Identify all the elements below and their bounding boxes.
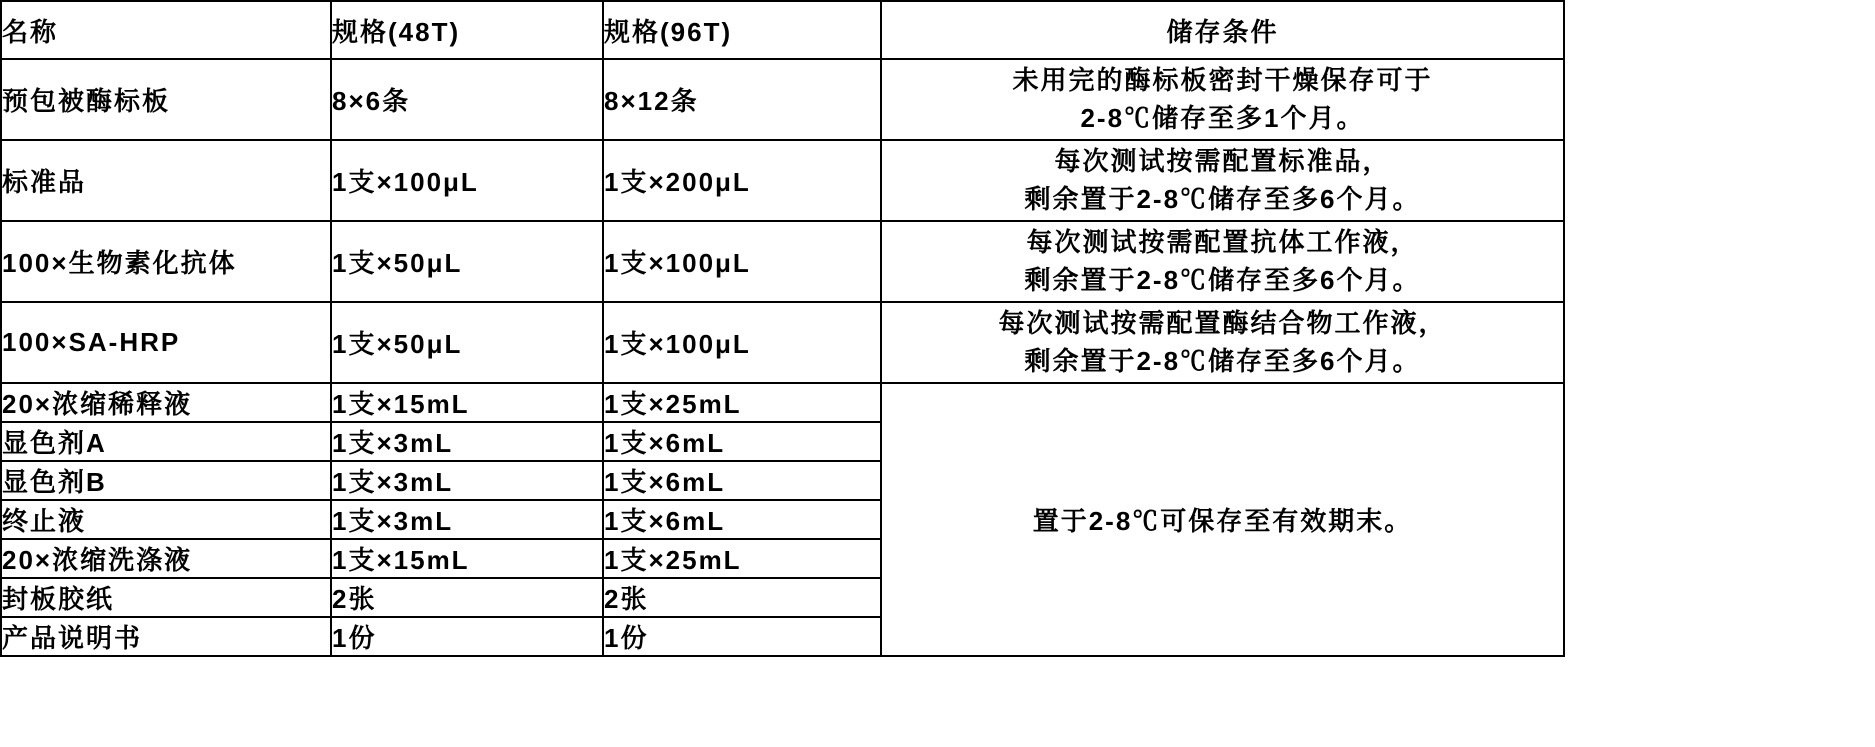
cell-spec-96t: 1支×25mL <box>603 539 881 578</box>
cell-spec-96t: 8×12条 <box>603 59 881 140</box>
storage-line: 2-8℃储存至多1个月。 <box>1080 102 1365 133</box>
cell-spec-96t: 1支×6mL <box>603 500 881 539</box>
cell-spec-48t: 1支×3mL <box>331 461 603 500</box>
header-spec-48t: 规格(48T) <box>331 1 603 59</box>
cell-name: 产品说明书 <box>1 617 331 656</box>
cell-name: 显色剂A <box>1 422 331 461</box>
cell-spec-96t: 1份 <box>603 617 881 656</box>
storage-line: 每次测试按需配置抗体工作液， <box>1026 226 1419 257</box>
table-row <box>1 383 1564 422</box>
cell-name: 封板胶纸 <box>1 578 331 617</box>
storage-line: 剩余置于2-8℃储存至多6个月。 <box>1024 264 1421 295</box>
cell-name: 标准品 <box>1 140 331 221</box>
table-header-row <box>1 1 1564 59</box>
cell-spec-48t: 1支×15mL <box>331 383 603 422</box>
cell-storage <box>881 302 1564 383</box>
cell-storage <box>881 221 1564 302</box>
header-name: 名称 <box>1 1 331 59</box>
cell-spec-96t: 1支×25mL <box>603 383 881 422</box>
storage-line: 每次测试按需配置标准品， <box>1054 145 1391 176</box>
cell-storage <box>881 140 1564 221</box>
table-row <box>1 140 1564 221</box>
storage-line: 未用完的酶标板密封干燥保存可于 <box>1012 64 1433 95</box>
table-row <box>1 59 1564 140</box>
cell-storage-merged: 置于2-8℃可保存至有效期末。 <box>881 383 1564 656</box>
cell-spec-96t: 1支×6mL <box>603 461 881 500</box>
header-spec-96t: 规格(96T) <box>603 1 881 59</box>
cell-spec-48t: 1支×100μL <box>331 140 603 221</box>
cell-spec-48t: 1支×50μL <box>331 221 603 302</box>
cell-spec-96t: 2张 <box>603 578 881 617</box>
cell-spec-96t: 1支×200μL <box>603 140 881 221</box>
header-storage-conditions: 储存条件 <box>881 1 1564 59</box>
storage-line: 每次测试按需配置酶结合物工作液， <box>998 307 1447 338</box>
table-body <box>1 59 1564 656</box>
cell-spec-48t: 1份 <box>331 617 603 656</box>
cell-spec-48t: 1支×3mL <box>331 500 603 539</box>
cell-spec-48t: 2张 <box>331 578 603 617</box>
cell-spec-48t: 1支×50μL <box>331 302 603 383</box>
cell-spec-48t: 1支×15mL <box>331 539 603 578</box>
cell-name: 20×浓缩洗涤液 <box>1 539 331 578</box>
cell-name: 20×浓缩稀释液 <box>1 383 331 422</box>
cell-spec-96t: 1支×6mL <box>603 422 881 461</box>
cell-spec-48t: 1支×3mL <box>331 422 603 461</box>
cell-storage <box>881 59 1564 140</box>
cell-name: 预包被酶标板 <box>1 59 331 140</box>
cell-spec-96t: 1支×100μL <box>603 302 881 383</box>
cell-name: 100×SA-HRP <box>1 302 331 383</box>
storage-line: 剩余置于2-8℃储存至多6个月。 <box>1024 345 1421 376</box>
cell-name: 显色剂B <box>1 461 331 500</box>
storage-line: 剩余置于2-8℃储存至多6个月。 <box>1024 183 1421 214</box>
table-row <box>1 302 1564 383</box>
cell-spec-48t: 8×6条 <box>331 59 603 140</box>
cell-spec-96t: 1支×100μL <box>603 221 881 302</box>
table-header <box>1 1 1564 59</box>
cell-name: 终止液 <box>1 500 331 539</box>
table-row <box>1 221 1564 302</box>
cell-name: 100×生物素化抗体 <box>1 221 331 302</box>
